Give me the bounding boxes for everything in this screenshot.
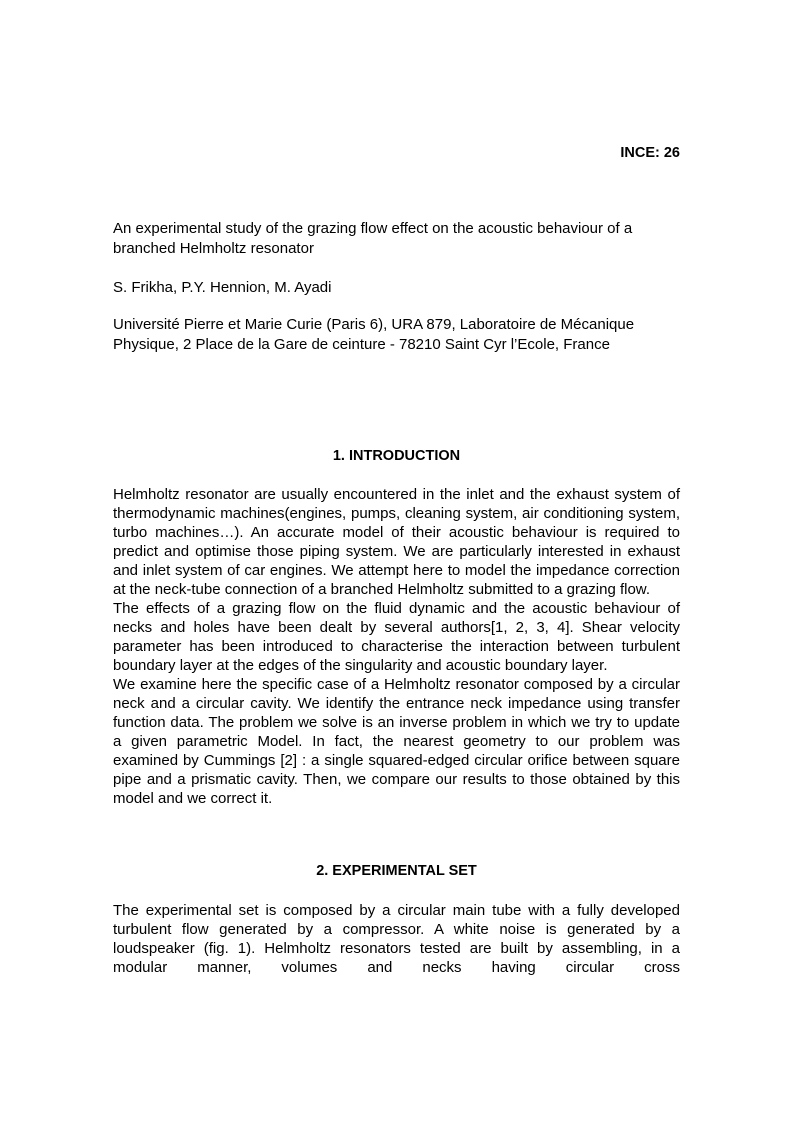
paragraph: Helmholtz resonator are usually encountered in the inlet and the exhaust system of thermodynamic machines(engines, pumps, cleaning system, air conditioning system, turbo machines…). An accurate model of their acoustic behaviour is required to predict and optimise those piping system. We are particularly interested in exhaust and inlet system of car engines. We attempt here to model the impedance correction at the neck-tube connection of a branched Helmholtz submitted to a grazing flow. <box>113 486 680 598</box>
author-list: S. Frikha, P.Y. Hennion, M. Ayadi <box>113 279 332 296</box>
paragraph: We examine here the specific case of a Helmholtz resonator composed by a circular neck and a circular cavity. We identify the entrance neck impedance using transfer function data. The problem we solve is an inverse problem in which we try to update a given parametric Model. In fact, the nearest geometry to our problem was examined by Cummings [2] : a single squared-edged circular orifice between square pipe and a prismatic cavity. Then, we compare our results to those obtained by this model and we correct it. <box>113 676 680 807</box>
section-heading-introduction: 1. INTRODUCTION <box>332 448 461 464</box>
section-body-introduction <box>113 485 680 808</box>
conference-code: INCE: 26 <box>620 145 680 161</box>
section-heading-experimental-set: 2. EXPERIMENTAL SET <box>316 863 477 879</box>
paper-title: An experimental study of the grazing flow effect on the acoustic behaviour of a branched Helmholtz resonator <box>113 220 633 257</box>
affiliation: Université Pierre et Marie Curie (Paris 6), URA 879, Laboratoire de Mécanique Physique, 2 Place de la Gare de ceinture - 78210 Saint Cyr l’Ecole, France <box>113 316 635 353</box>
paragraph: The effects of a grazing flow on the fluid dynamic and the acoustic behaviour of necks and holes have been dealt by several authors[1, 2, 3, 4]. Shear velocity parameter has been introduced to characterise the interaction between turbulent boundary layer at the edges of the singularity and acoustic boundary layer. <box>113 600 680 674</box>
section-body-experimental-set <box>113 901 680 977</box>
paragraph: The experimental set is composed by a circular main tube with a fully developed turbulent flow generated by a compressor. A white noise is generated by a loudspeaker (fig. 1). Helmholtz resonators tested are built by assembling, in a modular manner, volumes and necks having circular cross <box>113 902 680 976</box>
